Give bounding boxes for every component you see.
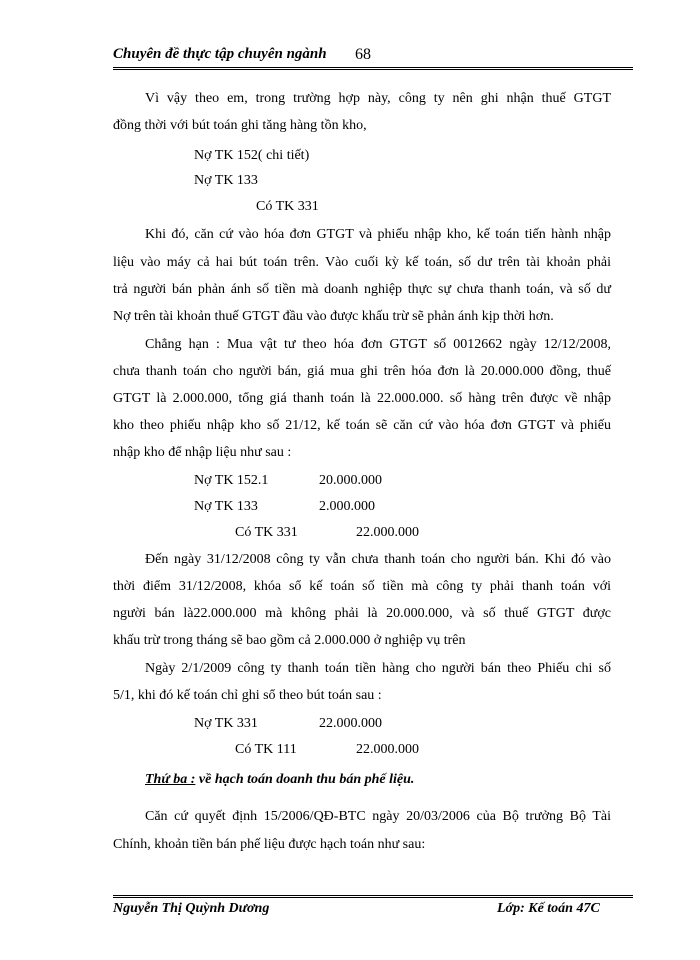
paragraph-line: Nợ trên tài khoản thuế GTGT đầu vào được khấu trừ sẽ phản ánh kịp thời hơn. (113, 309, 554, 324)
paragraph-line: khấu trừ trong tháng sẽ bao gồm cả 2.000.000 ở nghiệp vụ trên (113, 633, 466, 648)
section-heading (145, 771, 414, 789)
journal-entry-line: Nợ TK 152( chi tiết) (194, 148, 310, 163)
journal-entry-account: Có TK 111 (235, 742, 297, 757)
paragraph-line: nhập kho để nhập liệu như sau : (113, 445, 292, 460)
section-heading-text: về hạch toán doanh thu bán phế liệu. (198, 772, 415, 787)
page-number: 68 (355, 46, 371, 63)
footer-rule (113, 895, 633, 898)
paragraph-line: Khi đó, căn cứ vào hóa đơn GTGT và phiếu nhập kho, kế toán tiến hành nhập (145, 227, 611, 242)
paragraph-line: người bán là22.000.000 mà không phải là 20.000.000, và số thuế GTGT được (113, 606, 611, 621)
paragraph-line: Đến ngày 31/12/2008 công ty vẫn chưa thanh toán cho người bán. Khi đó vào (145, 552, 611, 567)
paragraph-line: Chính, khoản tiền bán phế liệu được hạch toán như sau: (113, 837, 426, 852)
paragraph-line: liệu vào máy cả hai bút toán trên. Vào cuối kỳ kế toán, số dư trên tài khoản phải (113, 255, 611, 270)
paragraph-line: thời điểm 31/12/2008, khóa sổ kế toán số tiền mà công ty phải thanh toán với (113, 579, 611, 594)
journal-entry-account: Nợ TK 331 (194, 716, 258, 731)
paragraph-line: chưa thanh toán cho người bán, giá mua ghi trên hóa đơn là 20.000.000 đồng, thuế (113, 364, 611, 379)
header-title: Chuyên đề thực tập chuyên ngành (113, 46, 327, 62)
journal-entry-line: Có TK 331 (256, 199, 319, 214)
journal-entry-amount: 22.000.000 (356, 525, 419, 540)
journal-entry-amount: 22.000.000 (319, 716, 382, 731)
footer-author: Nguyễn Thị Quỳnh Dương (113, 901, 270, 916)
journal-entry-account: Nợ TK 152.1 (194, 473, 269, 488)
page-header (113, 46, 633, 66)
journal-entry-amount: 20.000.000 (319, 473, 382, 488)
header-rule (113, 67, 633, 70)
journal-entry-account: Có TK 331 (235, 525, 298, 540)
paragraph-line: 5/1, khi đó kế toán chỉ ghi sổ theo bút toán sau : (113, 688, 382, 703)
section-heading-label: Thứ ba : (145, 772, 196, 787)
journal-entry-amount: 22.000.000 (356, 742, 419, 757)
paragraph-line: Ngày 2/1/2009 công ty thanh toán tiền hàng cho người bán theo Phiếu chi số (145, 661, 611, 676)
journal-entry-line: Nợ TK 133 (194, 173, 258, 188)
paragraph-line: kho theo phiếu nhập kho số 21/12, kế toán sẽ căn cứ vào hóa đơn GTGT và phiếu (113, 418, 611, 433)
paragraph-line: Vì vậy theo em, trong trường hợp này, công ty nên ghi nhận thuế GTGT (145, 91, 611, 106)
paragraph-line: GTGT là 2.000.000, tổng giá thanh toán là 22.000.000. số hàng trên được về nhập (113, 391, 611, 406)
paragraph-line: Chẳng hạn : Mua vật tư theo hóa đơn GTGT số 0012662 ngày 12/12/2008, (145, 337, 611, 352)
paragraph-line: đồng thời với bút toán ghi tăng hàng tồn kho, (113, 118, 367, 133)
journal-entry-amount: 2.000.000 (319, 499, 375, 514)
footer-class: Lớp: Kế toán 47C (497, 901, 600, 916)
journal-entry-account: Nợ TK 133 (194, 499, 258, 514)
paragraph-line: trả người bán phản ánh số tiền mà doanh nghiệp thực sự chưa thanh toán, và số dư (113, 282, 611, 297)
paragraph-line: Căn cứ quyết định 15/2006/QĐ-BTC ngày 20/03/2006 của Bộ trưởng Bộ Tài (145, 809, 611, 824)
